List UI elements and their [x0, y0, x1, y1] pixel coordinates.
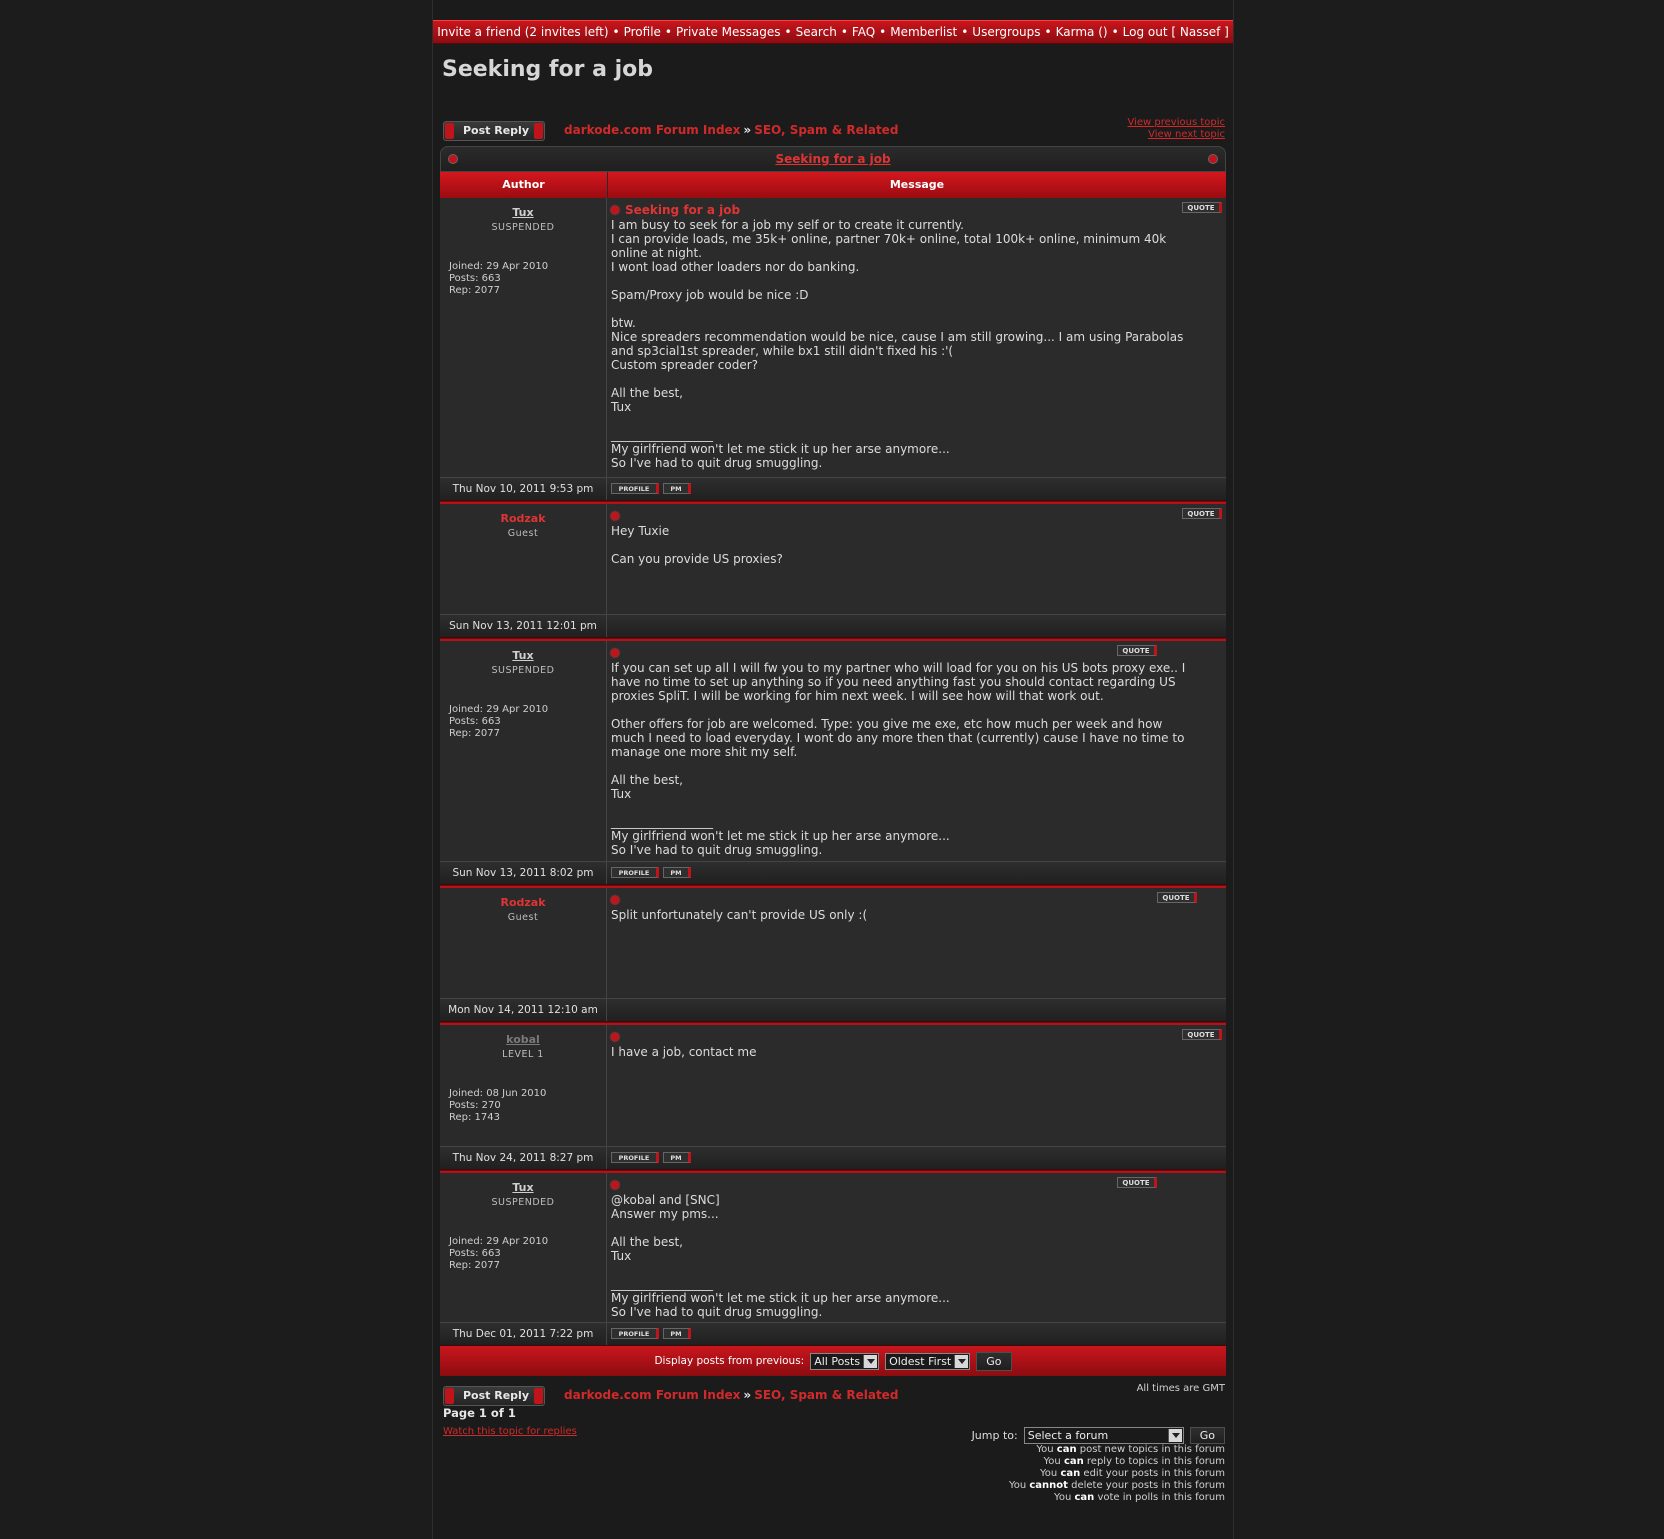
post-body: Split unfortunately can't provide US only :( [611, 908, 868, 922]
author-name-link[interactable]: Tux [512, 649, 534, 662]
post-message-cell [607, 504, 1226, 614]
profile-button[interactable]: PROFILE [611, 483, 659, 494]
quote-button[interactable]: QUOTE [1182, 1029, 1222, 1040]
permission-line: You can edit your posts in this forum [1040, 1468, 1225, 1479]
nav-search[interactable]: Search [795, 25, 837, 39]
author-name: Rodzak [500, 896, 546, 909]
post [440, 888, 1226, 998]
author-stats [449, 704, 548, 740]
topic-caption-bar [440, 146, 1226, 172]
chevron-down-icon [1168, 1429, 1182, 1442]
author-rank: SUSPENDED [491, 222, 555, 233]
nav-usergroups[interactable]: Usergroups [972, 25, 1041, 39]
pm-button[interactable]: PM [663, 1328, 691, 1339]
pagination: Page 1 of 1 [443, 1406, 516, 1420]
author-name: Rodzak [500, 512, 546, 525]
author-stats [449, 1236, 548, 1272]
author-rep: Rep: 2077 [449, 728, 500, 739]
post-footer [440, 1146, 1226, 1170]
post-author-cell [440, 504, 607, 614]
author-rep: Rep: 2077 [449, 1260, 500, 1271]
display-go-button[interactable]: Go [976, 1352, 1011, 1371]
breadcrumb-forum-index[interactable]: darkode.com Forum Index [564, 1388, 741, 1402]
chevron-down-icon [954, 1355, 968, 1368]
post-author-cell [440, 198, 607, 477]
permission-line: You can vote in polls in this forum [1054, 1492, 1225, 1503]
author-rank: LEVEL 1 [502, 1049, 544, 1060]
jump-forum-select[interactable]: Select a forum [1024, 1427, 1184, 1444]
post-message-cell [607, 888, 1226, 998]
post [440, 198, 1226, 477]
author-stats [449, 261, 548, 297]
post-message-cell [607, 1173, 1226, 1322]
timezone-note: All times are GMT [1136, 1383, 1225, 1394]
post-body: @kobal and [SNC] Answer my pms... All the best, Tux _________________ My girlfriend won't let me stick it up her arse anymore... So I've had to quit drug smuggling. [611, 1193, 950, 1319]
jump-go-button[interactable]: Go [1190, 1427, 1225, 1444]
author-name-link[interactable]: Tux [512, 206, 534, 219]
profile-button[interactable]: PROFILE [611, 1152, 659, 1163]
author-name-link[interactable]: kobal [506, 1033, 540, 1046]
author-rank: Guest [507, 912, 539, 923]
post-author-cell [440, 641, 607, 861]
author-posts: Posts: 270 [449, 1100, 501, 1111]
page-wrapper [432, 0, 1234, 1539]
post-footer [440, 861, 1226, 885]
post-time: Sun Nov 13, 2011 12:01 pm [440, 615, 607, 637]
forum-permissions [1009, 1444, 1225, 1504]
post-body: Hey Tuxie Can you provide US proxies? [611, 524, 783, 566]
pm-button[interactable]: PM [663, 867, 691, 878]
post-bullet-icon [611, 896, 619, 904]
author-rank: Guest [507, 528, 539, 539]
permission-line: You can post new topics in this forum [1036, 1444, 1225, 1455]
post-body: I have a job, contact me [611, 1045, 757, 1059]
view-previous-topic-link[interactable]: View previous topic [1127, 117, 1225, 128]
post-author-cell [440, 1173, 607, 1322]
post-body: I am busy to seek for a job my self or to create it currently. I can provide loads, me 35k+ online, partner 70k+ online, total 100k+ online, minimum 40k online at night. I wont load other loaders nor do banking. Spam/Proxy job would be nice :D btw. Nice spreaders recommendation would be nice, cause I am still growing... I am using Parabolas and sp3cial1st spreader, while bx1 still didn't fixed his :'( Custom spreader coder? All the best, Tux _________________ My girlfriend won't let me stick it up her arse anymore... So I've had to quit drug smuggling. [611, 218, 1184, 470]
post-message-cell [607, 198, 1226, 477]
breadcrumb-arrow: » [743, 1388, 752, 1402]
post-subject-text: Seeking for a job [625, 203, 741, 217]
post-time: Mon Nov 14, 2011 12:10 am [440, 999, 607, 1021]
quote-button[interactable]: QUOTE [1117, 1177, 1157, 1188]
author-name-link[interactable]: Tux [512, 1181, 534, 1194]
quote-button[interactable]: QUOTE [1182, 508, 1222, 519]
permission-line: You can reply to topics in this forum [1043, 1456, 1225, 1467]
post-bullet-icon [611, 1033, 619, 1041]
view-next-topic-link[interactable]: View next topic [1148, 129, 1225, 140]
author-joined: Joined: 29 Apr 2010 [449, 261, 549, 272]
author-stats [449, 1088, 546, 1124]
pm-button[interactable]: PM [663, 483, 691, 494]
breadcrumb-arrow: » [743, 123, 752, 137]
display-period-select[interactable]: All Posts [810, 1353, 879, 1370]
post-time: Thu Nov 10, 2011 9:53 pm [440, 478, 607, 500]
post-reply-button-bottom[interactable]: Post Reply [443, 1386, 545, 1406]
profile-button[interactable]: PROFILE [611, 1328, 659, 1339]
watch-topic-link[interactable]: Watch this topic for replies [443, 1426, 577, 1437]
author-posts: Posts: 663 [449, 1248, 501, 1259]
breadcrumb [564, 123, 898, 137]
pm-button[interactable]: PM [663, 1152, 691, 1163]
caption-right-dot-icon [1208, 154, 1218, 164]
post-bullet-icon [611, 512, 619, 520]
breadcrumb-category[interactable]: SEO, Spam & Related [754, 123, 899, 137]
page-title: Seeking for a job [442, 57, 654, 82]
author-posts: Posts: 663 [449, 716, 501, 727]
post-footer [440, 998, 1226, 1022]
post-subject [611, 203, 1222, 217]
post-subject [611, 1030, 1222, 1044]
breadcrumb-bottom [564, 1388, 898, 1402]
jump-to-box [972, 1427, 1225, 1444]
post-time: Sun Nov 13, 2011 8:02 pm [440, 862, 607, 884]
display-order-select[interactable]: Oldest First [885, 1353, 970, 1370]
post-author-cell [440, 1025, 607, 1146]
post-message-cell [607, 1025, 1226, 1146]
topic-links [1127, 117, 1225, 141]
nav-logout[interactable]: Log out [ Nassef ] [1122, 25, 1229, 39]
post-footer [440, 614, 1226, 638]
display-label: Display posts from previous: [654, 1355, 805, 1367]
post-body: If you can set up all I will fw you to my partner who will load for you on his US bots proxy exe.. I have no time to set up anything so if you need anything fast you should contact regarding US proxies SpliT. I will be working for him next week. I will see how will that work out. Other offers for job are welcomed. Type: you give me exe, etc how much per week and how much I need to load everyday. I wont do any more then that (currently) cause I have no time to manage one more shit my self. All the best, Tux _________________ My girlfriend won't let me stick it up her arse anymore... So I've had to quit drug smuggling. [611, 661, 1186, 857]
post-author-cell [440, 888, 607, 998]
nav-memberlist[interactable]: Memberlist [890, 25, 958, 39]
post-reply-button[interactable]: Post Reply [443, 121, 545, 141]
display-options-bar [440, 1346, 1226, 1376]
author-joined: Joined: 08 Jun 2010 [449, 1088, 547, 1099]
post-bullet-icon [611, 649, 619, 657]
bottom-nav-row [433, 1383, 1233, 1410]
table-header [440, 172, 1226, 198]
quote-button[interactable]: QUOTE [1117, 645, 1157, 656]
post-footer [440, 1322, 1226, 1346]
author-rank: SUSPENDED [491, 1197, 555, 1208]
topic-caption-link[interactable]: Seeking for a job [775, 152, 891, 166]
post [440, 1173, 1226, 1322]
quote-button[interactable]: QUOTE [1182, 202, 1222, 213]
author-rep: Rep: 1743 [449, 1112, 500, 1123]
top-navigation: Invite a friend (2 invites left) • Profile • Private Messages • Search • FAQ • Memberlist • Usergroups • Karma () • Log out [ Nassef ] [433, 20, 1233, 44]
breadcrumb-category[interactable]: SEO, Spam & Related [754, 1388, 899, 1402]
message-column-header: Message [889, 178, 945, 191]
post-footer [440, 477, 1226, 501]
nav-private-messages[interactable]: Private Messages [676, 25, 781, 39]
profile-button[interactable]: PROFILE [611, 867, 659, 878]
author-rank: SUSPENDED [491, 665, 555, 676]
post [440, 1025, 1226, 1146]
post [440, 504, 1226, 614]
caption-left-dot-icon [448, 154, 458, 164]
permission-line: You cannot delete your posts in this forum [1008, 1480, 1225, 1491]
nav-invite-friend[interactable]: Invite a friend (2 invites left) [437, 25, 609, 39]
author-column-header: Author [440, 172, 608, 198]
nav-karma[interactable]: Karma () [1055, 25, 1108, 39]
post-time: Thu Dec 01, 2011 7:22 pm [440, 1323, 607, 1345]
topic-table [440, 146, 1226, 1376]
author-rep: Rep: 2077 [449, 285, 500, 296]
post-message-cell [607, 641, 1226, 861]
author-posts: Posts: 663 [449, 273, 501, 284]
nav-profile[interactable]: Profile [623, 25, 661, 39]
post [440, 641, 1226, 861]
author-joined: Joined: 29 Apr 2010 [449, 704, 549, 715]
author-joined: Joined: 29 Apr 2010 [449, 1236, 549, 1247]
jump-label: Jump to: [971, 1429, 1018, 1442]
quote-button[interactable]: QUOTE [1157, 892, 1197, 903]
post-time: Thu Nov 24, 2011 8:27 pm [440, 1147, 607, 1169]
post-subject [611, 893, 1222, 907]
top-nav-row [433, 117, 1233, 145]
chevron-down-icon [863, 1355, 877, 1368]
post-bullet-icon [611, 206, 619, 214]
post-bullet-icon [611, 1181, 619, 1189]
post-subject [611, 509, 1222, 523]
nav-faq[interactable]: FAQ [851, 25, 876, 39]
breadcrumb-forum-index[interactable]: darkode.com Forum Index [564, 123, 741, 137]
